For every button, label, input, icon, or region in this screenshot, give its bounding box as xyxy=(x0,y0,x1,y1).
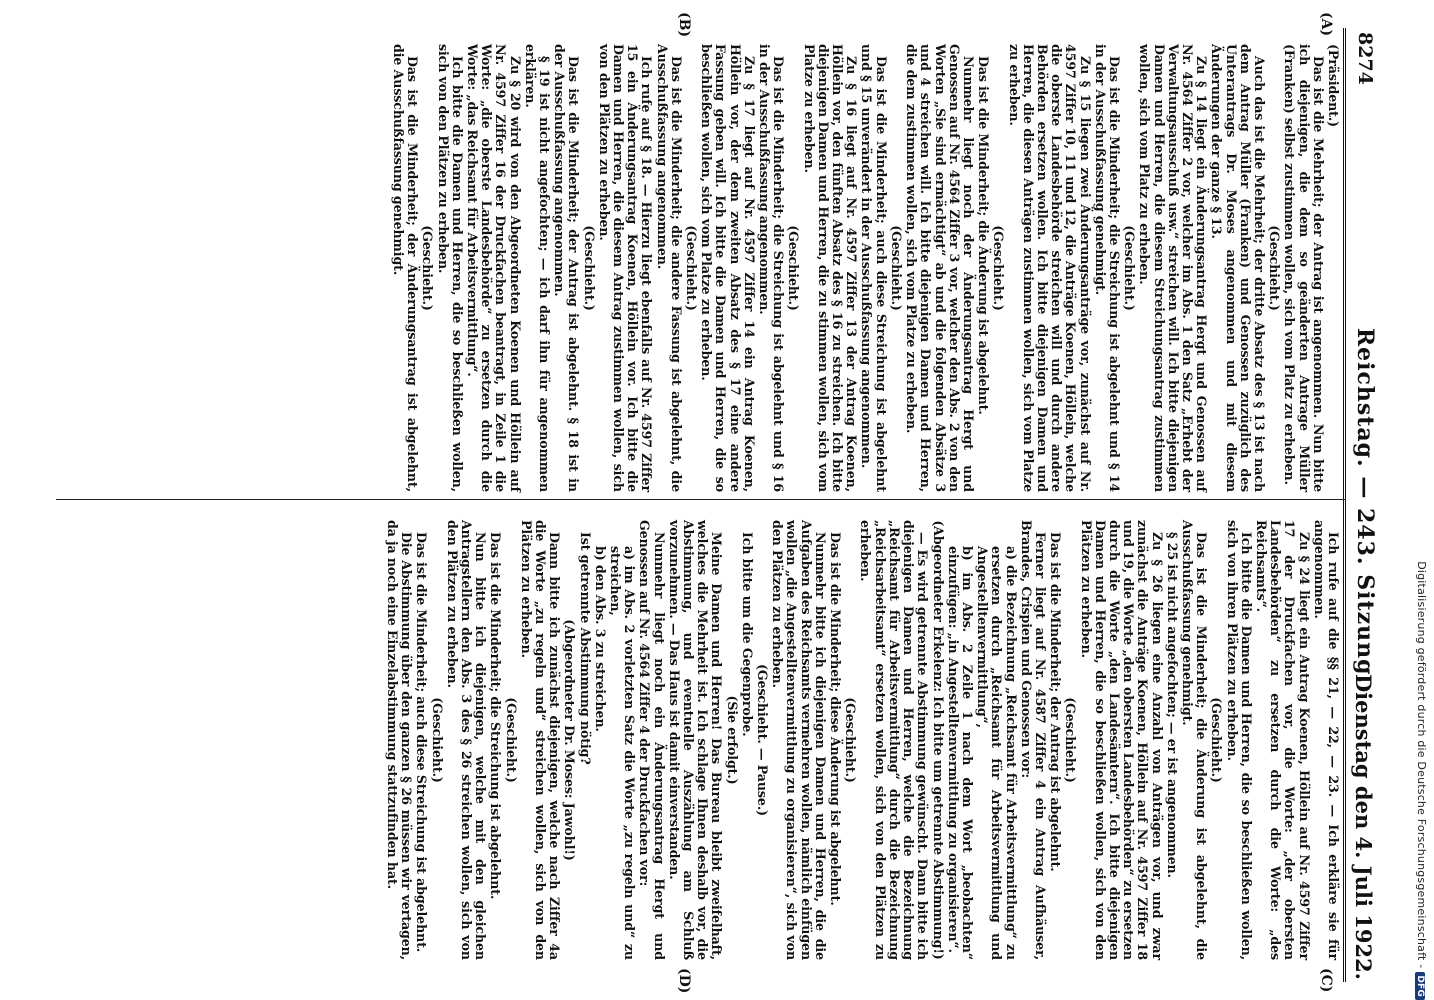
margin-mark-c: (C) xyxy=(1318,968,1334,993)
paragraph: Das ist die Minderheit; der Antrag ist abgelehnt. § 18 ist in der Ausschußfassung angenommen. xyxy=(552,44,582,492)
stage-direction: (Geschieht.) xyxy=(786,225,802,311)
stage-direction: (Geschieht.) xyxy=(1122,225,1138,311)
paragraph: Zu § 16 liegt auf Nr. 4597 Ziffer 13 der Antrag Koenen, Höllein vor, den fünften Absatz des § 16 zu streichen. Ich bitte diejenigen Damen und Herren, die zu stimmen wollen, sich vom Platze zu erheben. xyxy=(801,44,860,492)
paragraph: Ferner liegt auf Nr. 4587 Ziffer 4 ein Antrag Aufhäuser, Brandes, Crispien und Genossen vor: xyxy=(1018,520,1048,960)
credit-text: Digitalisierung gefördert durch die Deutsche Forschungsgemeinschaft - xyxy=(1415,561,1428,969)
paragraph: § 25 ist nicht angefochten; — er ist angenommen. xyxy=(1164,532,1180,878)
paragraph: Nunmehr bitte ich diejenigen Damen und Herren, die die Aufgaben des Reichsamts vermehren wollen, nämlich einfügen wollen „die Angestelltenvermittlung zu organisieren“, sich von den Plätzen zu erheben. xyxy=(770,520,828,960)
paragraph: Zu § 26 liegen eine Anzahl von Anträgen vor, und zwar zunächst die Anträge Koenen, Höllein auf Nr. 4597 Ziffer 18 und 19, die Worte „den obersten Landesbehörden“ zu ersetzen durch die Worte „den Landesämtern“. Ich bitte diejenigen Damen und Herren, die so beschließen wollen, sich von den Plätzen zu erheben. xyxy=(1078,520,1165,960)
stage-direction: (Geschieht.) xyxy=(1063,697,1079,783)
paragraph: Das ist die Minderheit; die Streichung ist abgelehnt. xyxy=(488,532,504,900)
paragraph: Zu § 17 liegt auf Nr. 4597 Ziffer 14 ein Antrag Koenen, Höllein vor, der dem zweiten Absatz des § 17 eine andere Fassung geben will. Ich bitte die Damen und Herren, die so beschließen wollen, sich vom Platze zu erheben. xyxy=(699,44,757,492)
stage-direction: (Geschieht.) xyxy=(429,697,445,783)
sub-item: a) die Bezeichnung „Reichsamt für Arbeitsvermittlung“ zu ersetzen durch „Reichsamt für Arbeitsvermittlung und Angestelltenvermittlung“, xyxy=(975,546,1019,960)
paragraph: Meine Damen und Herren! Das Bureau bleibt zweifelhaft, welches die Mehrheit ist. Ich schlage Ihnen deshalb vor, die Abstimmung, und eventuelle Auszählung am Schluß vorzunehmen. — Das Haus ist damit einverstanden. xyxy=(666,520,725,960)
paragraph: Das ist die Minderheit; der Änderungsantrag ist abgelehnt, die Ausschußfassung genehmigt. xyxy=(391,44,421,492)
stage-direction: (Geschieht.) xyxy=(888,225,904,311)
running-head xyxy=(1348,32,1378,980)
column-rule xyxy=(56,499,1346,500)
paragraph: Ich bitte um die Gegenprobe. xyxy=(739,532,755,737)
paragraph: Dann bitte ich zunächst diejenigen, welche nach Ziffer 4a die Worte „zu regeln und“ streichen wollen, sich von den Plätzen zu erheben. xyxy=(518,520,563,960)
rotated-document-page xyxy=(2,0,1392,1000)
paragraph: Das ist die Minderheit; die Änderung ist abgelehnt, die Ausschußfassung genehmigt. xyxy=(1179,520,1210,960)
stage-direction: (Geschieht.) xyxy=(843,697,859,783)
paragraph: Das ist die Minderheit; auch diese Streichung ist abgelehnt. xyxy=(414,532,430,953)
stage-direction: (Geschieht.) xyxy=(581,225,597,311)
paragraph: Zu § 24 liegt ein Antrag Koenen, Höllein auf Nr. 4597 Ziffer 17 der Druckfachen vor, die Worte: „der obersten Landesbehörden“ zu ersetzen durch die Worte: „des Reichsamts“. xyxy=(1253,520,1312,960)
paragraph: Ist getrennte Abstimmung nötig? xyxy=(577,532,593,765)
paragraph: Das ist die Minderheit; die Streichung ist abgelehnt und § 14 in der Ausschußfassung genehmigt. xyxy=(1092,44,1122,492)
paragraph: Zu § 15 liegen zwei Änderungsanträge vor, zunächst auf Nr. 4597 Ziffer 10, 11 und 12, die Anträge Koenen, Höllein, welche die oberste Landesbehörde streichen will und durch andere Behörden ersetzen wollen. Ich bitte diejenigen Damen und Herren, die diesen Anträgen zustimmen wollen, sich vom Platze zu erheben. xyxy=(1006,44,1093,492)
paragraph: Das ist die Minderheit; auch diese Streichung ist abgelehnt und § 15 unverändert in der Ausschußfassung angenommen. xyxy=(859,44,889,492)
sub-item: b) den Abs. 3 zu streichen. xyxy=(592,546,608,732)
paragraph: Ich rufe auf die §§ 21, — 22, — 23. — Ich erkläre sie für angenommen. xyxy=(1311,520,1341,960)
paragraph: Nunmehr liegt noch der Änderungsantrag Hergt und Genossen auf Nr. 4564 Ziffer 3 vor, welcher den Abs. 2 von den Worten „Sie sind ermächtigt“ ab und die folgenden Absätze 3 und 4 streichen will. Ich bitte diejenigen Damen und Herren, die dem zustimmen wollen, sich vom Platze zu erheben. xyxy=(904,44,976,492)
paragraph: Die Abstimmung über den ganzen § 26 müssen wir vertagen, da ja noch eine Einzelabstimmung stattzufinden hat. xyxy=(385,520,415,960)
sub-item: b) im Abs. 2 Zeile 1 nach dem Wort „beobachten“ einzufügen: „in Angestelltenvermittlung zu organisieren“. xyxy=(945,546,975,960)
page-number: 8274 xyxy=(1354,32,1376,85)
paragraph: Das ist die Minderheit; der Antrag ist abgelehnt. xyxy=(1048,532,1064,872)
paragraph: Ich rufe auf § 18. — Hierzu liegt ebenfalls auf Nr. 4597 Ziffer 15 ein Änderungsantrag Koenen, Höllein vor. Ich bitte die Damen und Herren, die diesem Antrag zustimmen wollen, sich von den Plätzen zu erheben. xyxy=(596,44,655,492)
paragraph: Das ist die Minderheit; die Streichung ist abgelehnt und § 16 in der Ausschußfassung angenommen. xyxy=(757,44,787,492)
paragraph: Auch das ist die Mehrheit; der dritte Absatz des § 13 ist nach dem Antrag Müller (Franken) und Genossen zuzüglich des Unterantrags Dr. Moses angenommen und mit diesem Änderungen der ganze § 13. xyxy=(1209,44,1267,492)
stage-direction: (Geschieht.) xyxy=(1267,225,1283,311)
margin-mark-a: (A) xyxy=(1318,12,1334,37)
running-title: Reichstag. — 243. Sitzung. xyxy=(1352,327,1378,685)
paragraph: Das ist die Mehrheit; der Antrag ist angenommen. Nun bitte ich diejenigen, die dem so geänderten Antrage Müller (Franken) selbst zustimmen wollen, sich vom Platz zu erheben. xyxy=(1282,44,1326,492)
paragraph: Das ist die Minderheit; die andere Fassung ist abgelehnt, die Ausschußfassung angenommen. xyxy=(654,44,684,492)
paragraph: Ich bitte die Damen und Herren, die so beschließen wollen, sich von ihren Plätzen zu erheben. xyxy=(1224,520,1254,960)
stage-direction: (Geschieht.) xyxy=(684,225,700,311)
paragraph: — Es wird getrennte Abstimmung gewünscht. Dann bitte ich diejenigen Damen und Herren, welche die Bezeichnung „Reichsamt für Arbeitsvermittlung“ durch die Bezeichnung „Reichsarbeitsamt“ ersetzen wollen, sich von den Plätzen zu erheben. xyxy=(858,520,931,960)
header-rule xyxy=(1343,28,1346,982)
stage-direction: (Sie erfolgt.) xyxy=(724,695,740,785)
paragraph: § 19 ist nicht angefochten; — ich darf ihn für angenommen erklären. xyxy=(522,44,553,492)
sub-item: a) im Abs. 2 vorletzten Satz die Worte „zu regeln und“ zu streichen, xyxy=(608,546,638,960)
dfg-logo: DFG xyxy=(1415,972,1425,1000)
stage-direction: (Abgeordneter Dr. Moses: Jawohl!) xyxy=(562,619,578,861)
paragraph: Zu § 20 wird von den Abgeordneten Koenen und Höllein auf Nr. 4597 Ziffer 16 der Druckfachen beantragt, in Zeile 1 die Worte: „die oberste Landesbehörde“ zu ersetzen durch die Worte: „das Reichsamt für Arbeitsvermittlung“. xyxy=(465,44,523,492)
speaker-label: (Präsident.) xyxy=(1326,44,1341,128)
stage-direction: (Geschieht. — Pause.) xyxy=(755,664,771,816)
right-column xyxy=(384,520,1340,960)
paragraph: Nun bitte ich diejenigen, welche mit den gleichen Antragstellern den Abs. 3 des § 26 streichen wollen, sich von den Plätzen zu erheben. xyxy=(444,520,489,960)
paragraph: Nunmehr liegt noch ein Änderungsantrag Hergt und Genossen auf Nr. 4564 Ziffer 4 der Druckfachen vor: xyxy=(637,520,667,960)
stage-direction: (Geschieht.) xyxy=(1209,697,1225,783)
session-date: Dienstag den 4. Juli 1922. xyxy=(1351,673,1376,980)
digitization-credit xyxy=(1415,0,1428,1000)
paragraph: Ich bitte die Damen und Herren, die so beschließen wollen, sich von den Plätzen zu erheben. xyxy=(435,44,465,492)
paragraph: Zu § 14 liegt ein Änderungsantrag Hergt und Genossen auf Nr. 4564 Ziffer 2 vor, welcher im Abs. 1 den Satz „Erhebt der Verwaltungsausschuß usw.“ streichen will. Ich bitte diejenigen Damen und Herren, die diesem Streichungsantrag zustimmen wollen, sich vom Platz zu erheben. xyxy=(1137,44,1210,492)
stage-direction: (Geschieht.) xyxy=(503,697,519,783)
paragraph: Das ist die Minderheit; die Änderung ist abgelehnt. xyxy=(976,56,992,415)
stage-direction: (Geschieht.) xyxy=(991,225,1007,311)
stage-direction: (Abgeordneter Erkelenz: Ich bitte um getrennte Abstimmung!) xyxy=(930,520,946,960)
left-column xyxy=(390,44,1340,492)
margin-mark-b: (B) xyxy=(676,12,692,38)
stage-direction: (Geschieht.) xyxy=(420,225,436,311)
paragraph: Das ist die Minderheit; diese Änderung ist abgelehnt. xyxy=(828,532,844,906)
margin-mark-d: (D) xyxy=(676,968,692,994)
